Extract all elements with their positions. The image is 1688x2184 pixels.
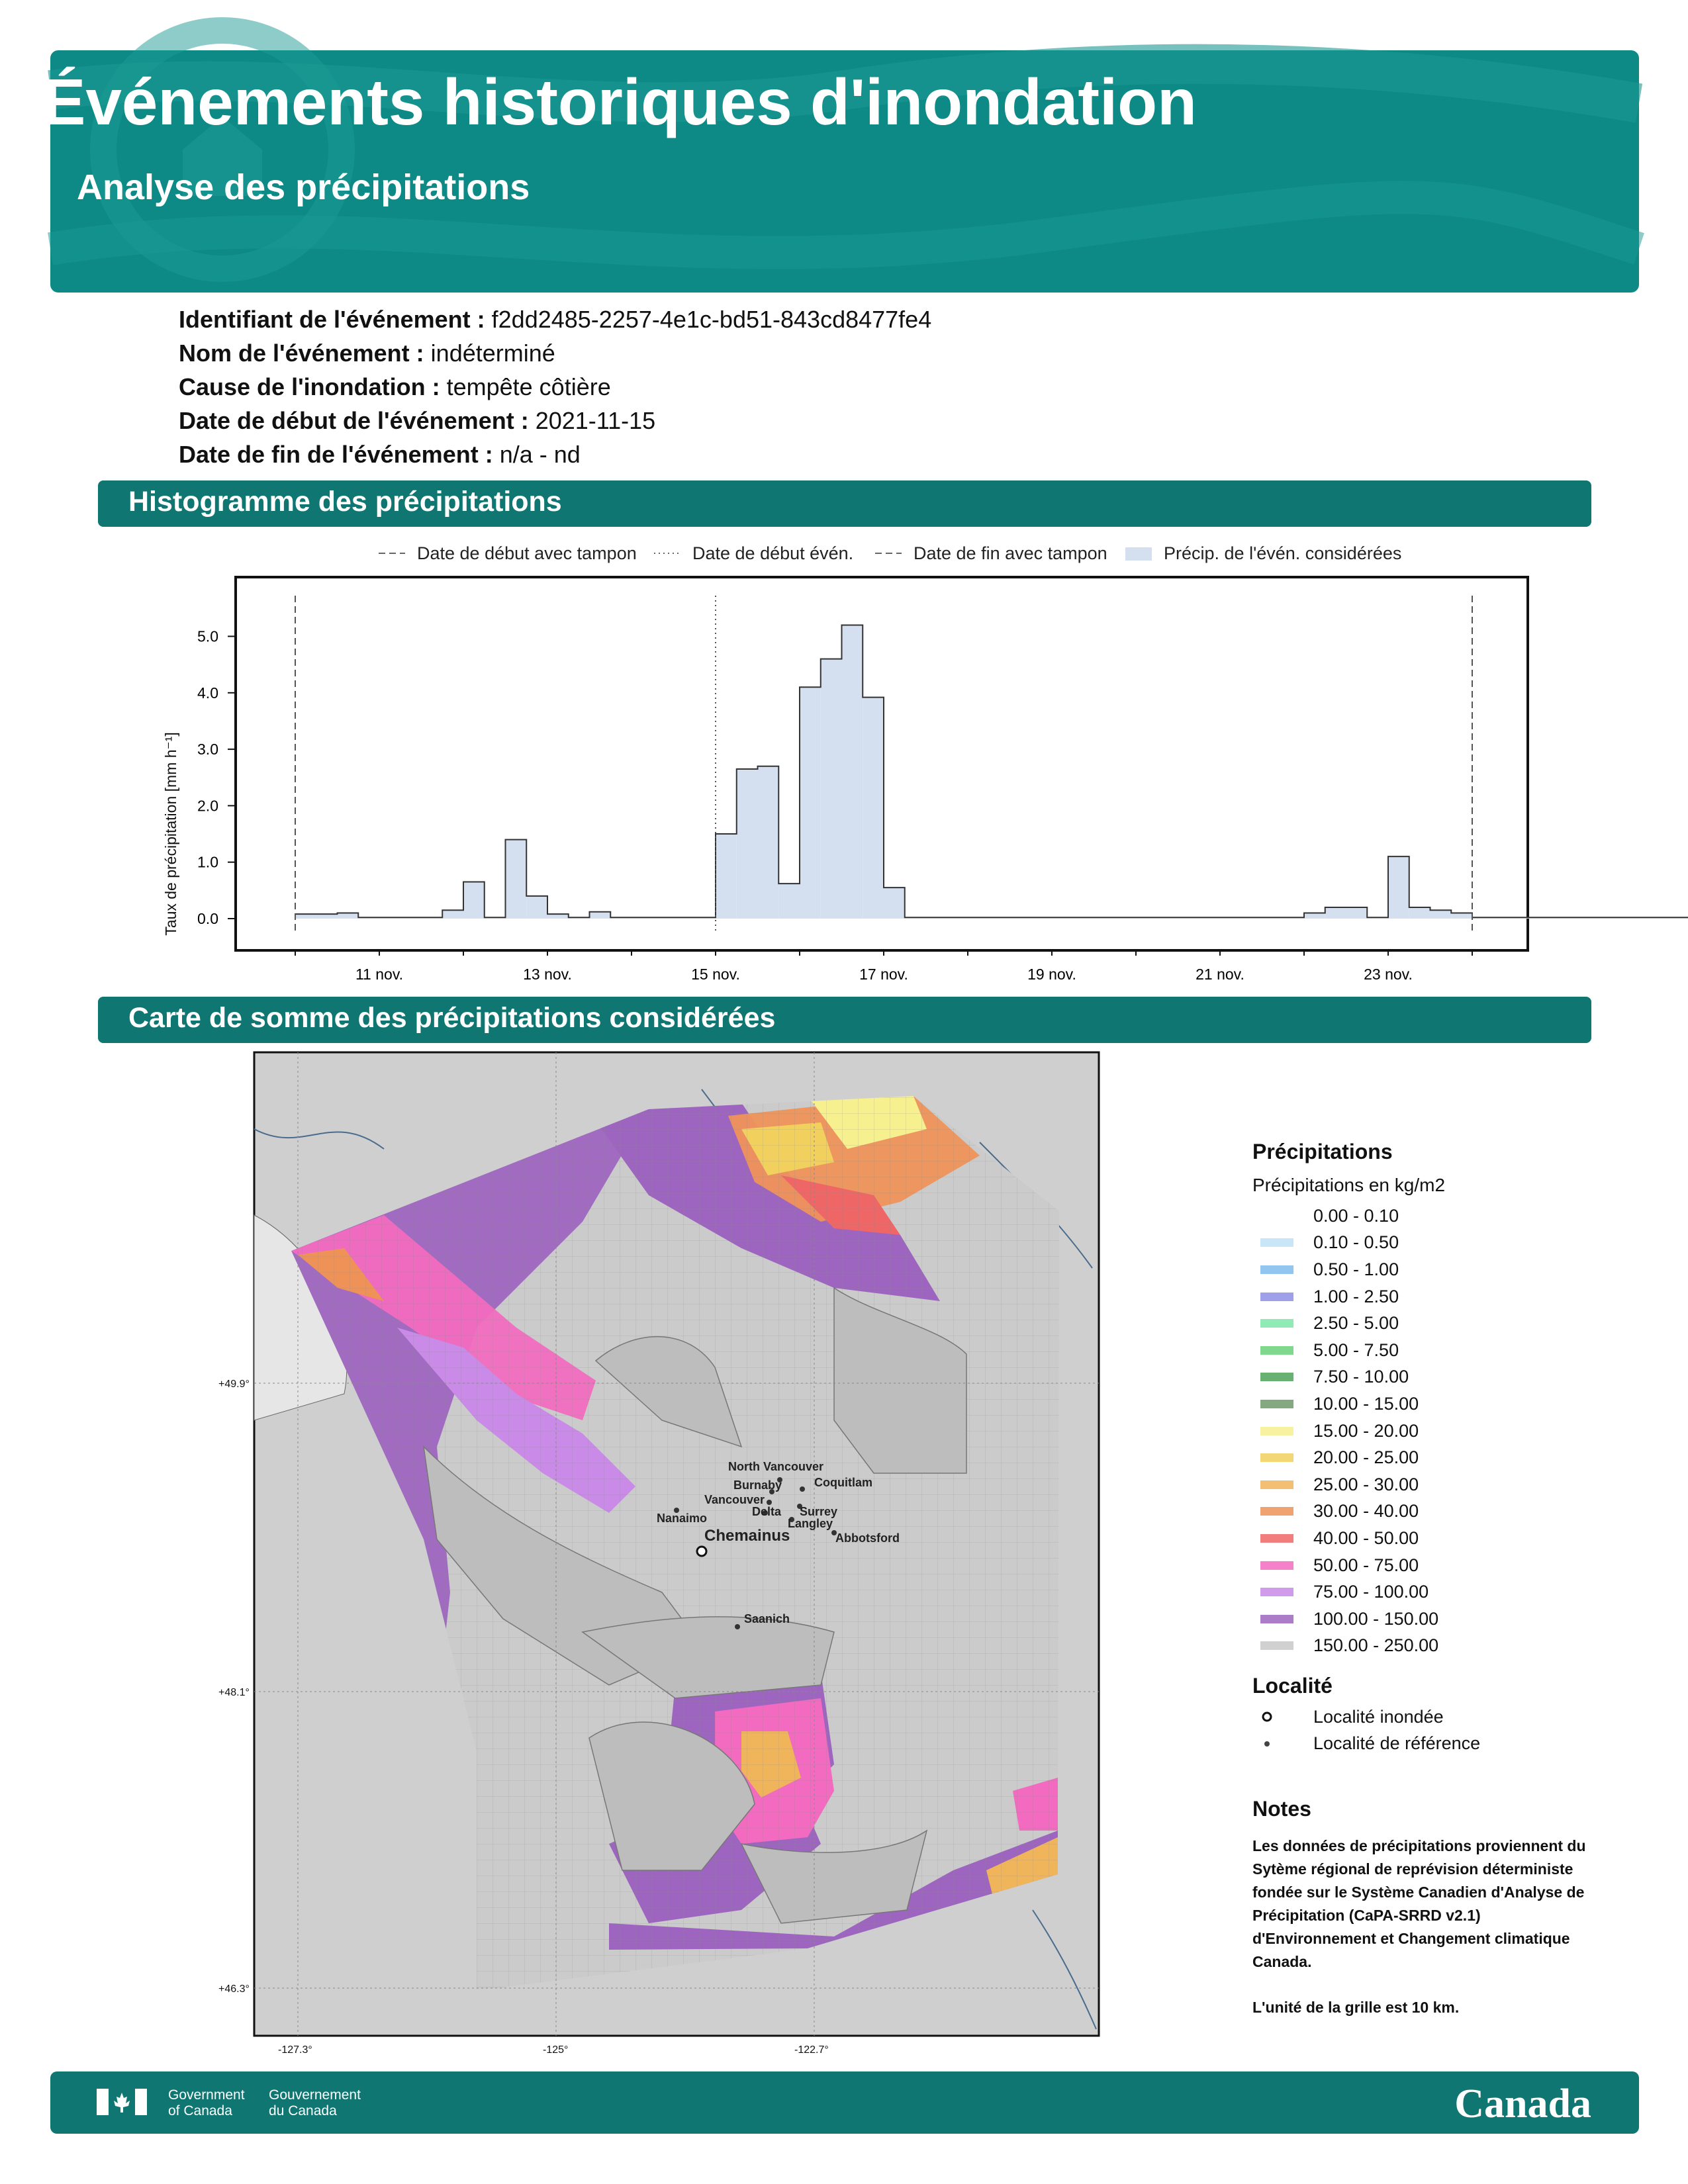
info-value: 2021-11-15 bbox=[535, 407, 656, 434]
legend-swatch bbox=[1260, 1453, 1293, 1462]
legend-swatch bbox=[1260, 1319, 1293, 1328]
legend-class-row bbox=[1252, 1633, 1597, 1660]
info-end-date bbox=[179, 441, 581, 469]
histogram-bar bbox=[842, 625, 863, 919]
info-event-id bbox=[179, 306, 931, 334]
legend-swatch-precip bbox=[1125, 547, 1152, 561]
y-axis bbox=[197, 628, 236, 928]
histogram-bar bbox=[737, 769, 758, 919]
legend-swatch bbox=[1260, 1346, 1293, 1355]
legend-swatch bbox=[1260, 1238, 1293, 1247]
city-label: Abbotsford bbox=[835, 1531, 900, 1545]
lat-label: +49.9° bbox=[218, 1379, 250, 1390]
legend-class-label: 30.00 - 40.00 bbox=[1313, 1501, 1419, 1522]
legend-class-label: 15.00 - 20.00 bbox=[1313, 1420, 1419, 1441]
legend-class-label: 2.50 - 5.00 bbox=[1313, 1313, 1399, 1334]
legend-swatch bbox=[1260, 1588, 1293, 1596]
precipitation-map bbox=[218, 1050, 1112, 2062]
notes-text: Les données de précipitations proviennent du Sytème régional de reprévision déterministe fondée sur le Système Canadien d'Analyse de Précipitation (CaPA-SRRD v2.1) d'Environnement et Changement climatique Canada. bbox=[1252, 1837, 1586, 1971]
locality-flooded bbox=[1252, 1704, 1597, 1731]
canada-flag-icon bbox=[97, 2089, 147, 2115]
histogram-bar bbox=[884, 887, 905, 919]
page-subtitle: Analyse des précipitations bbox=[77, 167, 530, 207]
info-label: Identifiant de l'événement : bbox=[179, 306, 485, 333]
legend-swatch bbox=[1260, 1212, 1293, 1220]
legend-class-row bbox=[1252, 1337, 1597, 1364]
info-value: n/a - nd bbox=[499, 441, 581, 468]
legend-class-label: 10.00 - 15.00 bbox=[1313, 1393, 1419, 1414]
section-title: Carte de somme des précipitations considérées bbox=[128, 1002, 776, 1034]
section-header-histogram bbox=[98, 480, 1591, 527]
legend-item-event-start: Date de début évén. bbox=[692, 543, 854, 563]
histogram-bar bbox=[1304, 913, 1325, 919]
histogram-bar bbox=[316, 914, 338, 919]
city-label: Saanich bbox=[744, 1612, 790, 1625]
legend-class-label: 0.10 - 0.50 bbox=[1313, 1232, 1399, 1253]
y-axis-label: Taux de précipitation [mm h⁻¹] bbox=[162, 732, 179, 936]
histogram-bar bbox=[800, 687, 821, 919]
info-event-name bbox=[179, 340, 555, 367]
legend-swatch bbox=[1260, 1534, 1293, 1543]
histogram-bar bbox=[442, 910, 463, 919]
city-label: Delta bbox=[752, 1505, 782, 1518]
legend-title: Précipitations bbox=[1252, 1140, 1393, 1163]
x-tick-label: 23 nov. bbox=[1364, 966, 1413, 983]
x-axis bbox=[295, 950, 1472, 983]
info-label: Cause de l'inondation : bbox=[179, 373, 440, 400]
histogram-bar bbox=[547, 914, 569, 919]
lon-label: -127.3° bbox=[278, 2044, 312, 2056]
legend-class-row bbox=[1252, 1498, 1597, 1525]
section-header-map bbox=[98, 997, 1591, 1043]
legend-item-buffer-start: Date de début avec tampon bbox=[417, 543, 637, 563]
flooded-locality-icon bbox=[1260, 1710, 1293, 1723]
lat-label: +46.3° bbox=[218, 1983, 250, 1995]
precipitation-histogram bbox=[0, 529, 1688, 983]
info-value: tempête côtière bbox=[446, 373, 611, 400]
section-title: Histogramme des précipitations bbox=[128, 486, 562, 518]
city-label: North Vancouver bbox=[728, 1460, 824, 1473]
lon-label: -122.7° bbox=[794, 2044, 829, 2056]
histogram-bar bbox=[526, 896, 547, 919]
legend-subtitle: Précipitations en kg/m2 bbox=[1252, 1175, 1446, 1195]
legend-class-row bbox=[1252, 1310, 1597, 1337]
legend-class-row bbox=[1252, 1606, 1597, 1633]
city-label: Coquitlam bbox=[814, 1476, 872, 1489]
histogram-bar bbox=[338, 913, 359, 919]
legend-classes bbox=[1252, 1203, 1597, 1659]
histogram-bar bbox=[506, 840, 527, 919]
grid-note: L'unité de la grille est 10 km. bbox=[1252, 1999, 1460, 2017]
histogram-bar bbox=[590, 912, 611, 919]
map-legend bbox=[1252, 1140, 1597, 2019]
flooded-city-label: Chemainus bbox=[704, 1527, 790, 1545]
legend-class-label: 7.50 - 10.00 bbox=[1313, 1367, 1409, 1387]
histogram-bar bbox=[716, 834, 737, 919]
y-tick-label: 3.0 bbox=[197, 741, 218, 758]
histogram-bar bbox=[1409, 907, 1430, 919]
info-label: Date de fin de l'événement : bbox=[179, 441, 493, 468]
histogram-bar bbox=[1430, 910, 1452, 919]
info-start-date bbox=[179, 407, 655, 435]
legend-class-label: 150.00 - 250.00 bbox=[1313, 1635, 1439, 1656]
legend-class-row bbox=[1252, 1256, 1597, 1283]
histogram-bar bbox=[295, 914, 316, 919]
city-label: Langley bbox=[788, 1517, 833, 1530]
gov-en-line: Government bbox=[168, 2087, 245, 2103]
y-tick-label: 4.0 bbox=[197, 684, 218, 702]
legend-class-label: 40.00 - 50.00 bbox=[1313, 1527, 1419, 1548]
legend-class-label: 50.00 - 75.00 bbox=[1313, 1555, 1419, 1575]
legend-class-row bbox=[1252, 1390, 1597, 1418]
legend-class-row bbox=[1252, 1418, 1597, 1445]
gov-fr-line: Gouvernement bbox=[269, 2087, 361, 2103]
legend-swatch bbox=[1260, 1427, 1293, 1435]
histogram-bar bbox=[863, 698, 884, 919]
gov-en-line: of Canada bbox=[168, 2103, 232, 2118]
city-marker bbox=[735, 1624, 740, 1629]
legend-swatch bbox=[1260, 1615, 1293, 1623]
histogram-bar bbox=[1346, 907, 1368, 919]
footer bbox=[50, 2071, 1639, 2134]
gov-fr-line: du Canada bbox=[269, 2103, 337, 2118]
locality-label: Localité de référence bbox=[1313, 1733, 1481, 1754]
info-label: Date de début de l'événement : bbox=[179, 407, 529, 434]
gov-en bbox=[168, 2087, 245, 2119]
legend-class-label: 0.50 - 1.00 bbox=[1313, 1259, 1399, 1279]
legend-class-row bbox=[1252, 1552, 1597, 1579]
histogram-bar bbox=[821, 659, 842, 919]
city-marker bbox=[767, 1500, 772, 1505]
x-tick-label: 13 nov. bbox=[523, 966, 572, 983]
info-label: Nom de l'événement : bbox=[179, 340, 424, 367]
legend-swatch bbox=[1260, 1641, 1293, 1650]
histogram-bar bbox=[1451, 913, 1472, 919]
histogram-bar bbox=[1388, 856, 1409, 919]
reference-locality-icon bbox=[1260, 1737, 1293, 1751]
lat-label: +48.1° bbox=[218, 1687, 250, 1698]
legend-class-row bbox=[1252, 1230, 1597, 1257]
legend-class-row bbox=[1252, 1364, 1597, 1391]
legend-class-row bbox=[1252, 1444, 1597, 1471]
x-tick-label: 15 nov. bbox=[691, 966, 740, 983]
lon-label: -125° bbox=[543, 2044, 569, 2056]
city-label: Nanaimo bbox=[657, 1512, 708, 1525]
legend-class-label: 100.00 - 150.00 bbox=[1313, 1608, 1439, 1629]
legend-swatch bbox=[1260, 1400, 1293, 1408]
legend-item-precip: Précip. de l'évén. considérées bbox=[1164, 543, 1402, 563]
gov-fr bbox=[269, 2087, 361, 2119]
city-label: Surrey bbox=[800, 1505, 838, 1518]
city-label: Vancouver bbox=[704, 1493, 765, 1506]
city-label: Burnaby bbox=[733, 1479, 782, 1492]
locality-reference bbox=[1252, 1731, 1597, 1758]
legend-class-row bbox=[1252, 1283, 1597, 1310]
locality-label: Localité inondée bbox=[1313, 1706, 1444, 1727]
notes-title: Notes bbox=[1252, 1797, 1311, 1821]
locality-title: Localité bbox=[1252, 1674, 1333, 1698]
canada-wordmark: Canada bbox=[1454, 2081, 1591, 2126]
legend-swatch bbox=[1260, 1507, 1293, 1516]
legend-class-label: 25.00 - 30.00 bbox=[1313, 1474, 1419, 1494]
legend-class-label: 0.00 - 0.10 bbox=[1313, 1205, 1399, 1226]
legend-swatch bbox=[1260, 1480, 1293, 1489]
legend-class-row bbox=[1252, 1525, 1597, 1552]
info-flood-cause bbox=[179, 373, 611, 401]
legend-class-label: 75.00 - 100.00 bbox=[1313, 1582, 1429, 1602]
info-value: f2dd2485-2257-4e1c-bd51-843cd8477fe4 bbox=[491, 306, 932, 333]
x-tick-label: 17 nov. bbox=[859, 966, 908, 983]
histogram-bar bbox=[463, 882, 485, 919]
x-tick-label: 21 nov. bbox=[1196, 966, 1244, 983]
legend-class-row bbox=[1252, 1578, 1597, 1606]
y-tick-label: 5.0 bbox=[197, 627, 218, 645]
y-tick-label: 2.0 bbox=[197, 797, 218, 815]
info-value: indéterminé bbox=[430, 340, 555, 367]
legend-class-row bbox=[1252, 1203, 1597, 1230]
legend-swatch bbox=[1260, 1293, 1293, 1301]
legend-swatch bbox=[1260, 1561, 1293, 1570]
x-tick-label: 19 nov. bbox=[1027, 966, 1076, 983]
flooded-city-marker bbox=[697, 1547, 706, 1556]
legend-swatch bbox=[1260, 1265, 1293, 1274]
legend-item-buffer-end: Date de fin avec tampon bbox=[914, 543, 1107, 563]
legend-class-label: 1.00 - 2.50 bbox=[1313, 1286, 1399, 1306]
legend-class-label: 20.00 - 25.00 bbox=[1313, 1447, 1419, 1468]
legend-class-label: 5.00 - 7.50 bbox=[1313, 1340, 1399, 1360]
x-tick-label: 11 nov. bbox=[355, 966, 404, 983]
histogram-bar bbox=[1325, 907, 1346, 919]
chart-legend bbox=[379, 543, 1401, 563]
legend-class-row bbox=[1252, 1471, 1597, 1498]
page-title: Événements historiques d'inondation bbox=[42, 66, 1197, 138]
y-tick-label: 1.0 bbox=[197, 853, 218, 871]
legend-swatch bbox=[1260, 1373, 1293, 1381]
histogram-bar bbox=[778, 884, 800, 919]
histogram-bar bbox=[758, 766, 779, 919]
city-marker bbox=[800, 1486, 805, 1492]
y-tick-label: 0.0 bbox=[197, 910, 218, 927]
